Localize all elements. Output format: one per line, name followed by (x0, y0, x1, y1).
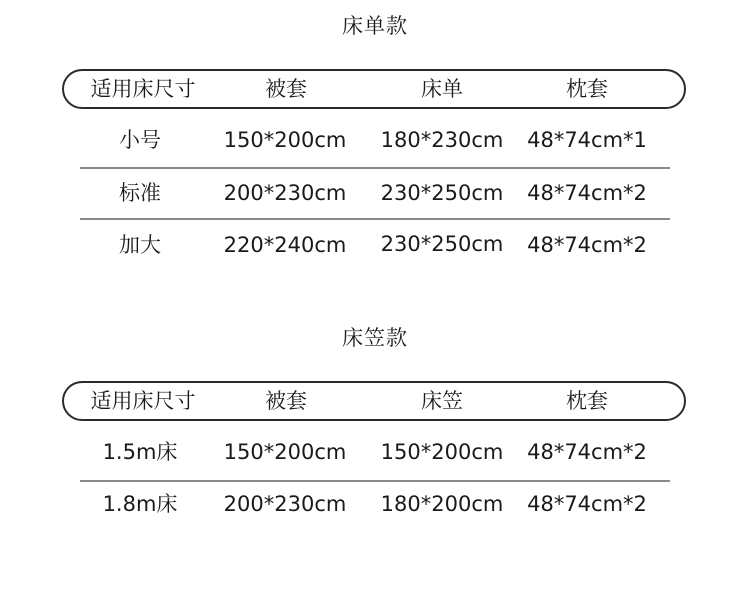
table-row (0, 427, 750, 479)
header-bed-sheet: 床单 (421, 77, 463, 101)
fitted-sheet-cell: 150*200cm (380, 440, 504, 464)
header-bed-size: 适用床尺寸 (90, 389, 196, 413)
header-duvet-cover: 被套 (265, 77, 307, 101)
section-title-fitted: 床笠款 (342, 326, 408, 350)
table-row (0, 167, 750, 219)
section-title-sheet: 床单款 (342, 14, 408, 38)
pillowcase-cell: 48*74cm*1 (527, 128, 647, 152)
size-cell: 1.8m床 (102, 492, 178, 516)
size-cell: 加大 (119, 233, 161, 257)
header-pillowcase: 枕套 (566, 77, 608, 101)
size-cell: 标准 (119, 181, 161, 205)
header-bed-size: 适用床尺寸 (90, 77, 196, 101)
table-row (0, 480, 750, 532)
pillowcase-cell: 48*74cm*2 (527, 233, 647, 257)
table-row (0, 114, 750, 166)
duvet-cell: 200*230cm (223, 181, 347, 205)
sheet-cell: 180*230cm (380, 128, 504, 152)
table-row (0, 218, 750, 270)
size-cell: 小号 (119, 128, 161, 152)
fitted-sheet-cell: 180*200cm (380, 492, 504, 516)
header-fitted-sheet: 床笠 (421, 389, 463, 413)
pillowcase-cell: 48*74cm*2 (527, 492, 647, 516)
sheet-cell: 230*250cm (380, 232, 504, 256)
table-header-sheet (62, 69, 686, 109)
size-cell: 1.5m床 (102, 440, 178, 464)
duvet-cell: 220*240cm (223, 233, 347, 257)
duvet-cell: 200*230cm (223, 492, 347, 516)
header-pillowcase: 枕套 (566, 389, 608, 413)
duvet-cell: 150*200cm (223, 128, 347, 152)
sheet-cell: 230*250cm (380, 181, 504, 205)
duvet-cell: 150*200cm (223, 440, 347, 464)
table-header-fitted (62, 381, 686, 421)
pillowcase-cell: 48*74cm*2 (527, 181, 647, 205)
header-duvet-cover: 被套 (265, 389, 307, 413)
pillowcase-cell: 48*74cm*2 (527, 440, 647, 464)
